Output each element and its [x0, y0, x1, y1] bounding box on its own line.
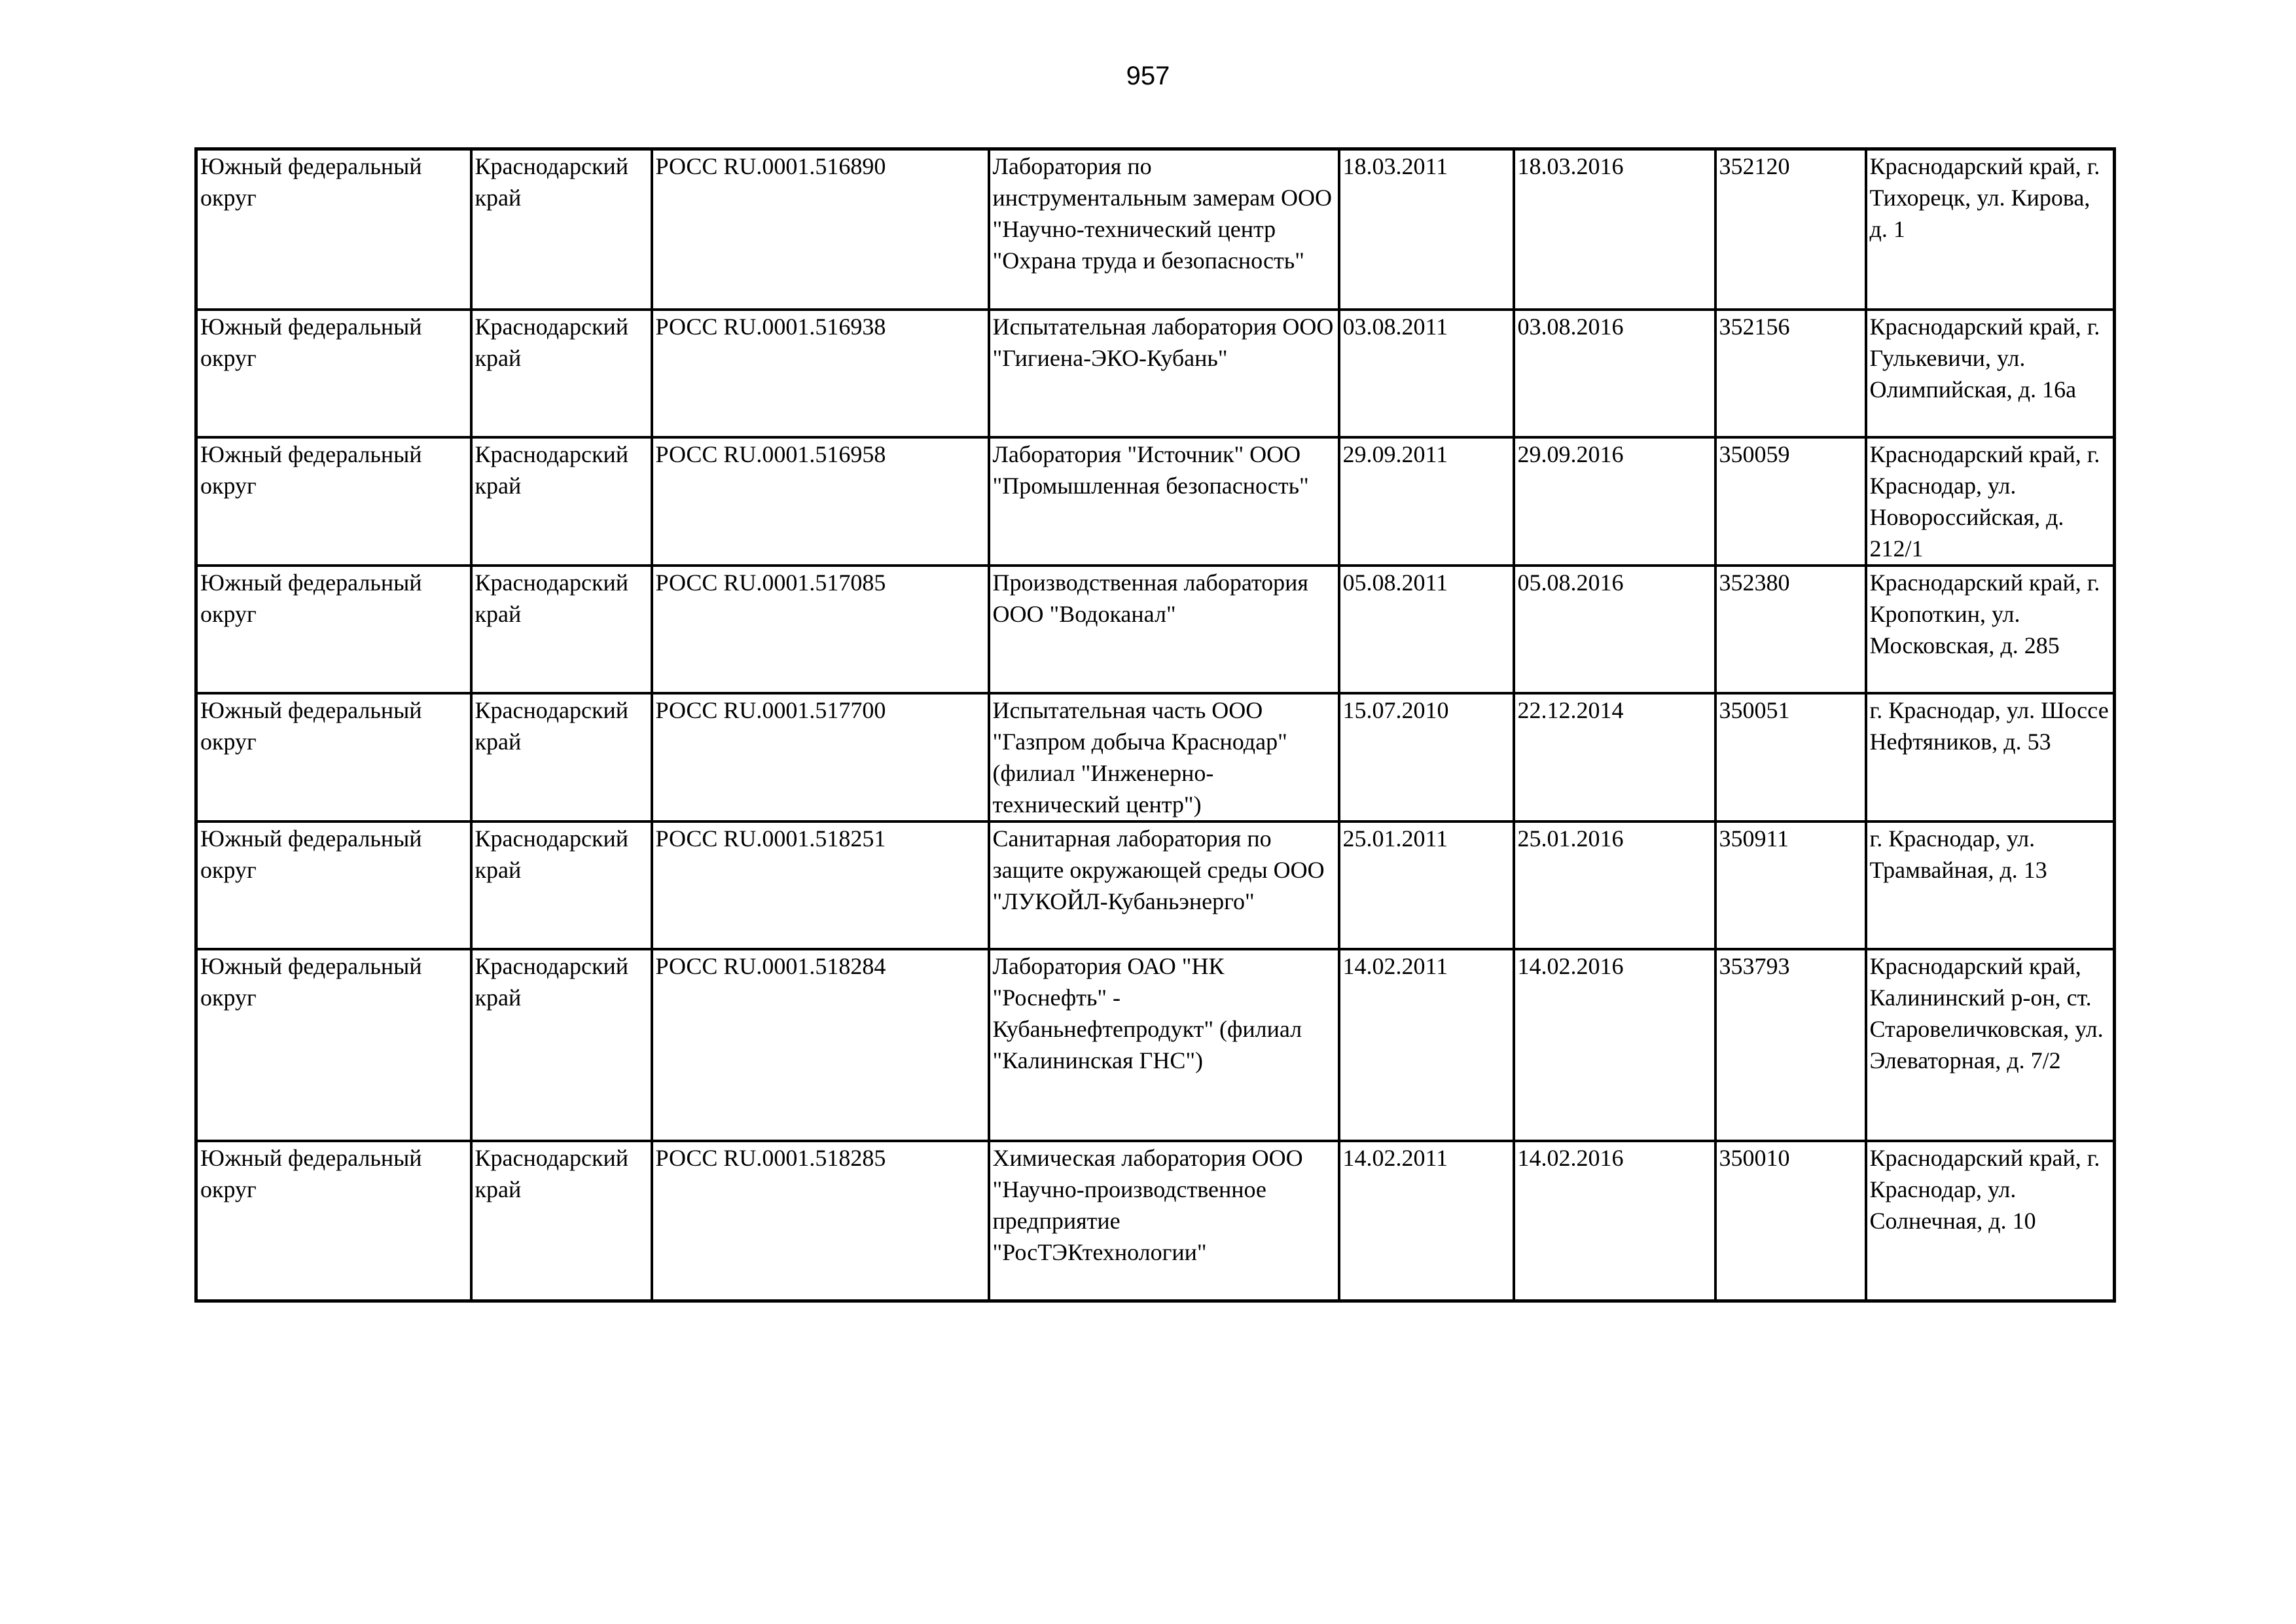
issue-date-cell: 14.02.2011 [1339, 949, 1514, 1141]
page-number: 957 [1126, 62, 1170, 90]
laboratory-name-cell: Санитарная лаборатория по защите окружающей среды ООО "ЛУКОЙЛ-Кубаньэнерго" [989, 821, 1339, 949]
issue-date-cell: 15.07.2010 [1339, 693, 1514, 821]
certificate-number-cell: РОСС RU.0001.517700 [652, 693, 989, 821]
laboratory-name-cell: Испытательная лаборатория ООО "Гигиена-ЭКО-Кубань" [989, 310, 1339, 437]
federal-district-cell: Южный федеральный округ [196, 566, 471, 693]
postal-code-cell: 352156 [1715, 310, 1866, 437]
federal-district-cell: Южный федеральный округ [196, 149, 471, 310]
federal-district-cell: Южный федеральный округ [196, 437, 471, 566]
expiry-date-cell: 29.09.2016 [1514, 437, 1715, 566]
postal-code-cell: 350051 [1715, 693, 1866, 821]
address-cell: Краснодарский край, г. Кропоткин, ул. Московская, д. 285 [1866, 566, 2115, 693]
federal-district-cell: Южный федеральный округ [196, 821, 471, 949]
certificate-number-cell: РОСС RU.0001.518251 [652, 821, 989, 949]
address-cell: Краснодарский край, г. Краснодар, ул. Новороссийская, д. 212/1 [1866, 437, 2115, 566]
expiry-date-cell: 05.08.2016 [1514, 566, 1715, 693]
certificate-number-cell: РОСС RU.0001.518285 [652, 1141, 989, 1301]
expiry-date-cell: 25.01.2016 [1514, 821, 1715, 949]
certificate-number-cell: РОСС RU.0001.516938 [652, 310, 989, 437]
address-cell: г. Краснодар, ул. Трамвайная, д. 13 [1866, 821, 2115, 949]
certificate-number-cell: РОСС RU.0001.517085 [652, 566, 989, 693]
laboratory-name-cell: Испытательная часть ООО "Газпром добыча Краснодар" (филиал "Инженерно-технический центр") [989, 693, 1339, 821]
laboratory-registry-table [194, 147, 2116, 1303]
issue-date-cell: 29.09.2011 [1339, 437, 1514, 566]
table-row [196, 310, 2115, 437]
certificate-number-cell: РОСС RU.0001.518284 [652, 949, 989, 1141]
region-cell: Краснодарский край [471, 693, 652, 821]
region-cell: Краснодарский край [471, 566, 652, 693]
issue-date-cell: 03.08.2011 [1339, 310, 1514, 437]
table-row [196, 1141, 2115, 1301]
issue-date-cell: 14.02.2011 [1339, 1141, 1514, 1301]
region-cell: Краснодарский край [471, 437, 652, 566]
region-cell: Краснодарский край [471, 310, 652, 437]
address-cell: Краснодарский край, Калининский р-он, ст. Старовеличковская, ул. Элеваторная, д. 7/2 [1866, 949, 2115, 1141]
expiry-date-cell: 14.02.2016 [1514, 949, 1715, 1141]
laboratory-name-cell: Лаборатория по инструментальным замерам ООО "Научно-технический центр "Охрана труда и безопасность" [989, 149, 1339, 310]
laboratory-name-cell: Лаборатория "Источник" ООО "Промышленная безопасность" [989, 437, 1339, 566]
table-row [196, 437, 2115, 566]
laboratory-name-cell: Химическая лаборатория ООО "Научно-производственное предприятие "РосТЭКтехнологии" [989, 1141, 1339, 1301]
expiry-date-cell: 18.03.2016 [1514, 149, 1715, 310]
laboratory-name-cell: Лаборатория ОАО "НК "Роснефть" - Кубаньнефтепродукт" (филиал "Калининская ГНС") [989, 949, 1339, 1141]
table-row [196, 949, 2115, 1141]
table-row [196, 693, 2115, 821]
issue-date-cell: 25.01.2011 [1339, 821, 1514, 949]
certificate-number-cell: РОСС RU.0001.516958 [652, 437, 989, 566]
postal-code-cell: 350059 [1715, 437, 1866, 566]
table-row [196, 566, 2115, 693]
postal-code-cell: 353793 [1715, 949, 1866, 1141]
postal-code-cell: 350010 [1715, 1141, 1866, 1301]
federal-district-cell: Южный федеральный округ [196, 949, 471, 1141]
region-cell: Краснодарский край [471, 149, 652, 310]
expiry-date-cell: 03.08.2016 [1514, 310, 1715, 437]
issue-date-cell: 05.08.2011 [1339, 566, 1514, 693]
address-cell: Краснодарский край, г. Тихорецк, ул. Кирова, д. 1 [1866, 149, 2115, 310]
federal-district-cell: Южный федеральный округ [196, 693, 471, 821]
federal-district-cell: Южный федеральный округ [196, 1141, 471, 1301]
certificate-number-cell: РОСС RU.0001.516890 [652, 149, 989, 310]
address-cell: Краснодарский край, г. Гулькевичи, ул. Олимпийская, д. 16а [1866, 310, 2115, 437]
expiry-date-cell: 14.02.2016 [1514, 1141, 1715, 1301]
postal-code-cell: 350911 [1715, 821, 1866, 949]
table-row [196, 821, 2115, 949]
expiry-date-cell: 22.12.2014 [1514, 693, 1715, 821]
region-cell: Краснодарский край [471, 1141, 652, 1301]
table-row [196, 149, 2115, 310]
region-cell: Краснодарский край [471, 949, 652, 1141]
issue-date-cell: 18.03.2011 [1339, 149, 1514, 310]
federal-district-cell: Южный федеральный округ [196, 310, 471, 437]
laboratory-name-cell: Производственная лаборатория ООО "Водоканал" [989, 566, 1339, 693]
address-cell: г. Краснодар, ул. Шоссе Нефтяников, д. 53 [1866, 693, 2115, 821]
postal-code-cell: 352120 [1715, 149, 1866, 310]
address-cell: Краснодарский край, г. Краснодар, ул. Солнечная, д. 10 [1866, 1141, 2115, 1301]
region-cell: Краснодарский край [471, 821, 652, 949]
postal-code-cell: 352380 [1715, 566, 1866, 693]
